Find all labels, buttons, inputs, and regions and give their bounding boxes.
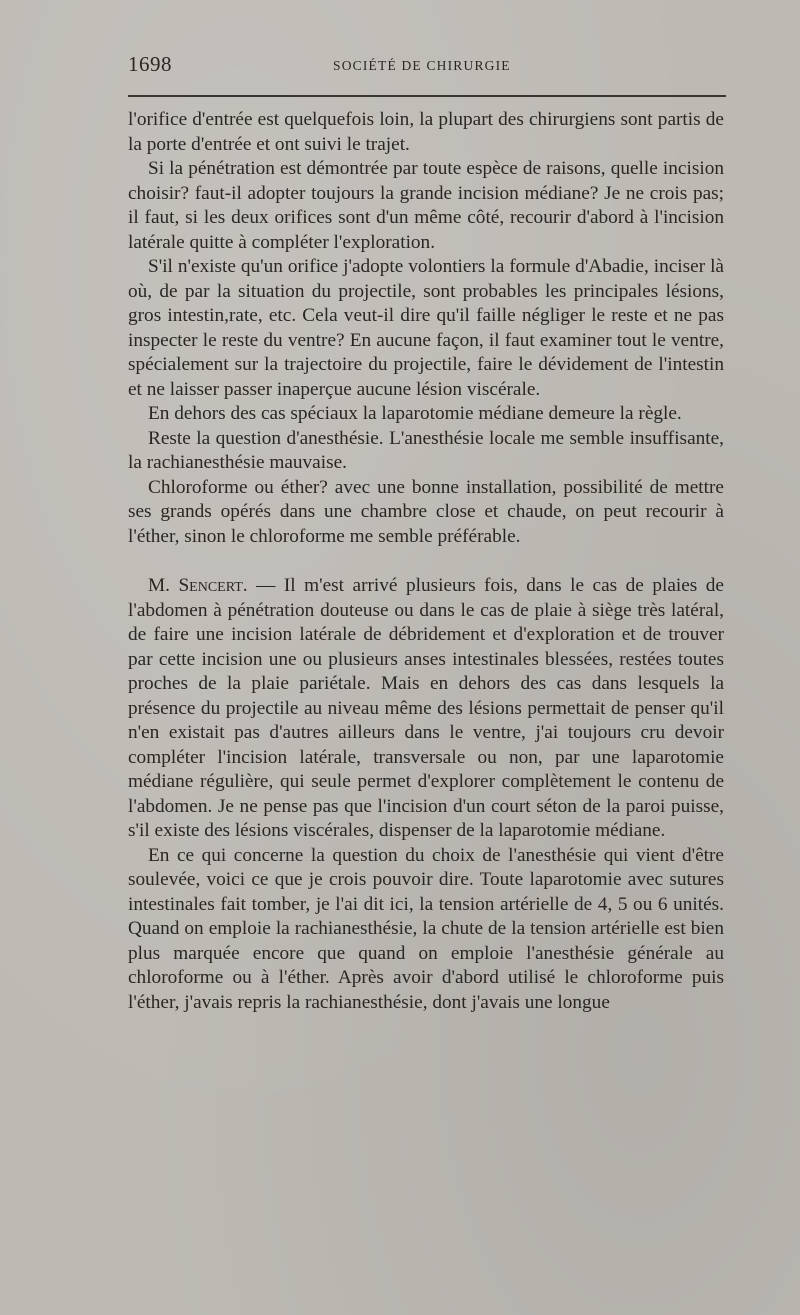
page-number: 1698 xyxy=(128,52,172,76)
paragraph: En ce qui concerne la question du choix de l'anesthésie qui vient d'être soulevée, voici ce que je crois pouvoir dire. Toute laparotomie avec sutures intestinales fait tomber, je l'ai dit ici, la tension artérielle de 4, 5 ou 6 unités. Quand on emploie la rachianesthésie, la chute de la tension artérielle est bien plus marquée encore que quand on emploie l'anesthésie générale au chloroforme ou à l'éther. Après avoir d'abord utilisé le chloroforme puis l'éther, j'avais repris la rachianesthésie, dont j'avais une longue xyxy=(128,844,724,1013)
speaker-name: Sencert xyxy=(178,575,243,596)
speaker-text: . — Il m'est arrivé plusieurs fois, dans le cas de plaies de l'abdomen à pénétration douteuse ou dans le cas de plaie à siège très latéral, de faire une incision latérale de débridement et d'exploration et de trouver par cette incision une ou plusieurs anses intestinales blessées, restées toutes proches de la plaie pariétale. Mais en dehors des cas dans lesquels la présence du projectile au niveau même des lésions permettait de penser qu'il n'en existait pas d'autres ailleurs dans le ventre, j'ai toujours cru devoir compléter l'incision latérale, transversale ou non, par une laparotomie médiane régulière, qui seule permet d'explorer complètement le contenu de l'abdomen. Je ne pense pas que l'incision d'un court séton de la paroi puisse, s'il existe des lésions viscérales, dispenser de la laparotomie médiane. xyxy=(128,575,724,841)
paragraph: Si la pénétration est démontrée par toute espèce de raisons, quelle incision choisir? faut-il adopter toujours la grande incision médiane? Je ne crois pas; il faut, si les deux orifices sont d'un même côté, recourir d'abord à l'incision latérale quitte à compléter l'exploration. xyxy=(128,158,724,253)
running-head xyxy=(128,52,726,76)
body-text xyxy=(128,108,724,1015)
paragraph: En dehors des cas spéciaux la laparotomie médiane demeure la règle. xyxy=(148,403,682,424)
speaker-prefix: M. xyxy=(148,575,179,596)
paragraph: Reste la question d'anesthésie. L'anesthésie locale me semble insuffisante, la rachianesthésie mauvaise. xyxy=(128,427,724,473)
header-rule xyxy=(128,95,726,97)
running-title: SOCIÉTÉ DE CHIRURGIE xyxy=(333,58,511,73)
paragraph: S'il n'existe qu'un orifice j'adopte volontiers la formule d'Abadie, inciser là où, de par la situation du projectile, sont probables les principales lésions, gros intestin,rate, etc. Cela veut-il dire qu'il faille négliger le reste et ne pas inspecter le reste du ventre? En aucune façon, il faut examiner tout le ventre, spécialement sur la trajectoire du projectile, faire le dévidement de l'intestin et ne laisser passer inaperçue aucune lésion viscérale. xyxy=(128,256,724,400)
paragraph-continuation: l'orifice d'entrée est quelquefois loin, la plupart des chirurgiens sont partis de la porte d'entrée et ont suivi le trajet. xyxy=(128,109,724,155)
paragraph: Chloroforme ou éther? avec une bonne installation, possibilité de mettre ses grands opérés dans une chambre close et chaude, on peut recourir à l'éther, sinon le chloroforme me semble préférable. xyxy=(128,476,724,547)
speaker-paragraph xyxy=(128,574,724,844)
